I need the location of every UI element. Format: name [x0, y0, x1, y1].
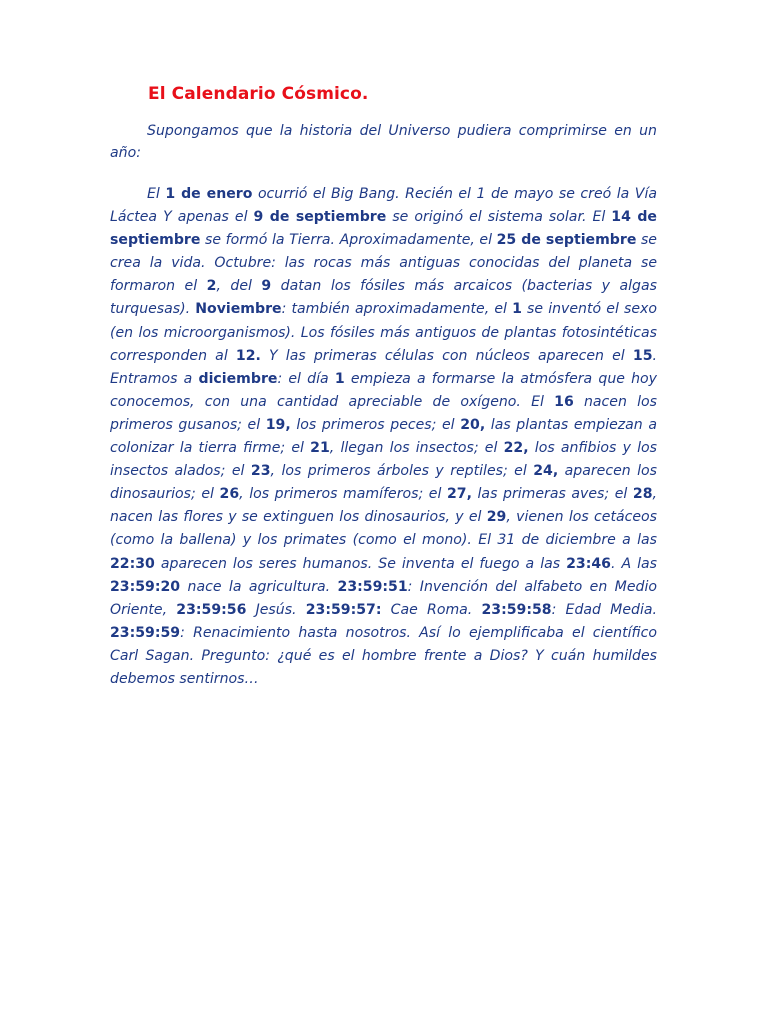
main-paragraph	[110, 183, 657, 691]
text-run: las primeras aves; el	[471, 486, 633, 503]
text-run: aparecen los seres humanos. Se inventa el fuego a las	[154, 555, 567, 572]
text-run: los primeros peces; el	[290, 416, 461, 433]
text-run: aparecen los dinosaurios; el	[110, 463, 657, 503]
bold-run: 16	[554, 393, 574, 410]
document-title: El Calendario Cósmico.	[148, 84, 369, 104]
text-run: , del	[216, 278, 262, 295]
text-run: empieza a formarse la atmósfera que hoy conocemos, con una cantidad apreciable de oxígeno. El	[110, 370, 658, 410]
bold-run: 23:46	[566, 555, 611, 572]
text-run: ocurrió el Big Bang. Recién el 1 de mayo se creó la Vía Láctea Y apenas el	[110, 186, 657, 226]
intro-paragraph	[110, 120, 657, 164]
bold-run: 2	[206, 278, 217, 295]
text-run: . A las	[610, 555, 657, 572]
bold-run: 25 de septiembre	[496, 232, 637, 249]
text-run: Jesús.	[246, 601, 306, 618]
bold-run: 23:59:56	[176, 601, 247, 618]
text-run: los anfibios y los insectos alados; el	[110, 440, 657, 480]
text-run: se crea la vida. Octubre: las rocas más antiguas conocidas del planeta se formaron el	[110, 232, 657, 295]
bold-run: 15	[632, 347, 653, 364]
bold-run: 23	[250, 463, 271, 480]
bold-run: 21	[310, 440, 330, 457]
bold-run: 23:59:51	[337, 578, 408, 595]
bold-run: 26	[219, 486, 240, 503]
text-run: datan los fósiles más arcaicos (bacterias y algas turquesas).	[110, 278, 657, 318]
bold-run: 29	[486, 509, 507, 526]
bold-run: 24,	[533, 463, 559, 480]
bold-run: diciembre	[198, 370, 278, 387]
bold-run: 22:30	[110, 555, 155, 572]
bold-run: 27,	[446, 486, 472, 503]
bold-run: 1 de enero	[165, 186, 253, 202]
text-run: : Invención del alfabeto en Medio Oriente,	[110, 578, 657, 618]
bold-run: 28	[632, 486, 653, 503]
bold-run: 14 de septiembre	[110, 209, 657, 249]
text-run: : Renacimiento hasta nosotros. Así lo ejemplificaba el científico Carl Sagan. Pregunto: ¿qué es el hombre frente a Dios? Y cuán humildes debemos sentirnos…	[110, 624, 657, 687]
text-run: : el día	[277, 370, 335, 387]
bold-run: 9 de septiembre	[253, 209, 387, 226]
text-run: se formó la Tierra. Aproximadamente, el	[200, 232, 497, 249]
bold-run: Noviembre	[195, 301, 282, 318]
text-run: , llegan los insectos; el	[329, 440, 504, 457]
text-run: se originó el sistema solar. El	[386, 209, 612, 226]
text-run: Cae Roma.	[381, 601, 482, 618]
bold-run: 1	[512, 301, 522, 318]
text-run: , nacen las flores y se extinguen los dinosaurios, y el	[110, 486, 657, 526]
bold-run: 23:59:57:	[305, 601, 382, 618]
text-run: se inventó el sexo (en los microorganismos). Los fósiles más antiguos de plantas fotosintéticas corresponden al	[110, 301, 657, 364]
text-run: El	[147, 186, 166, 202]
text-run: : también aproximadamente, el	[281, 301, 513, 318]
text-run: . Entramos a	[110, 347, 657, 387]
text-run: , los primeros árboles y reptiles; el	[270, 463, 534, 480]
bold-run: 20,	[460, 416, 486, 433]
bold-run: 9	[261, 278, 272, 295]
bold-run: 23:59:20	[110, 578, 181, 595]
bold-run: 19,	[265, 416, 291, 433]
intro-text: Supongamos que la historia del Universo pudiera comprimirse en un año:	[110, 123, 657, 161]
bold-run: 1	[334, 370, 345, 387]
bold-run: 22,	[503, 440, 529, 457]
text-run: , vienen los cetáceos (como la ballena) y los primates (como el mono). El 31 de diciembre a las	[110, 509, 658, 549]
text-run: , los primeros mamíferos; el	[239, 486, 447, 503]
bold-run: 12.	[235, 347, 261, 364]
text-run: nacen los primeros gusanos; el	[110, 393, 658, 433]
text-run: Y las primeras células con núcleos aparecen el	[260, 347, 633, 364]
bold-run: 23:59:58	[481, 601, 552, 618]
text-run: : Edad Media.	[551, 601, 657, 618]
text-run: las plantas empiezan a colonizar la tierra firme; el	[110, 416, 657, 457]
bold-run: 23:59:59	[110, 624, 181, 641]
text-run: nace la agricultura.	[180, 578, 338, 595]
